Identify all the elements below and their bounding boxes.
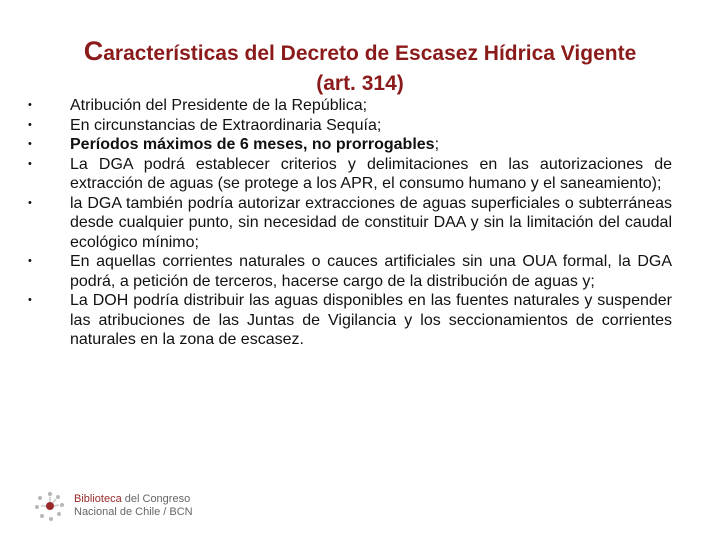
logo-text <box>74 493 193 519</box>
bullet-text: En aquellas corrientes naturales o cauces artificiales sin una OUA formal, la DGA podrá, a petición de terceros, hacerse cargo de la distribución de aguas y; <box>70 253 672 290</box>
bullet-marker: • <box>28 196 32 209</box>
bullet-list <box>24 96 672 350</box>
list-item <box>24 252 672 291</box>
list-item <box>24 155 672 194</box>
bcn-logo <box>30 484 230 528</box>
bullet-marker: • <box>28 99 32 111</box>
list-item <box>24 194 672 253</box>
bcn-emblem-icon <box>30 486 70 526</box>
list-item <box>24 116 672 136</box>
bullet-marker: • <box>28 157 32 170</box>
list-item <box>24 135 672 155</box>
title-text: aracterísticas del Decreto de Escasez Hídrica Vigente <box>103 42 637 66</box>
bullet-suffix: ; <box>434 136 440 153</box>
slide-title <box>20 36 700 99</box>
bullet-marker: • <box>28 294 32 306</box>
logo-word-biblioteca: Biblioteca <box>74 493 122 505</box>
logo-line2: Nacional de Chile / BCN <box>74 506 193 518</box>
title-first-letter: C <box>83 36 104 67</box>
bullet-text: la DGA también podría autorizar extracciones de aguas superficiales o subterráneas desde cualquier punto, sin necesidad de constituir DAA y sin la limitación del caudal ecológico mínimo; <box>70 194 672 251</box>
title-line2: (art. 314) <box>316 72 404 96</box>
bullet-marker: • <box>28 138 32 150</box>
bullet-text: En circunstancias de Extraordinaria Sequía; <box>70 116 382 134</box>
bullet-text-bold <box>70 135 672 155</box>
bullet-text: La DOH podría distribuir las aguas disponibles en las fuentes naturales y suspender las atribuciones de las Juntas de Vigilancia y los seccionamientos de corrientes naturales en la zona de escasez. <box>70 292 672 348</box>
list-item <box>24 96 672 116</box>
list-item <box>24 291 672 350</box>
logo-line1-rest: del Congreso <box>121 493 191 505</box>
bullet-marker: • <box>28 118 32 131</box>
bold-text: Períodos máximos de 6 meses, no prorrogables <box>70 136 435 153</box>
bullet-text: Atribución del Presidente de la República; <box>70 97 368 114</box>
bullet-marker: • <box>28 255 32 267</box>
bullet-text: La DGA podrá establecer criterios y delimitaciones en las autorizaciones de extracción de aguas (se protege a los APR, el consumo humano y el saneamiento); <box>70 155 672 192</box>
